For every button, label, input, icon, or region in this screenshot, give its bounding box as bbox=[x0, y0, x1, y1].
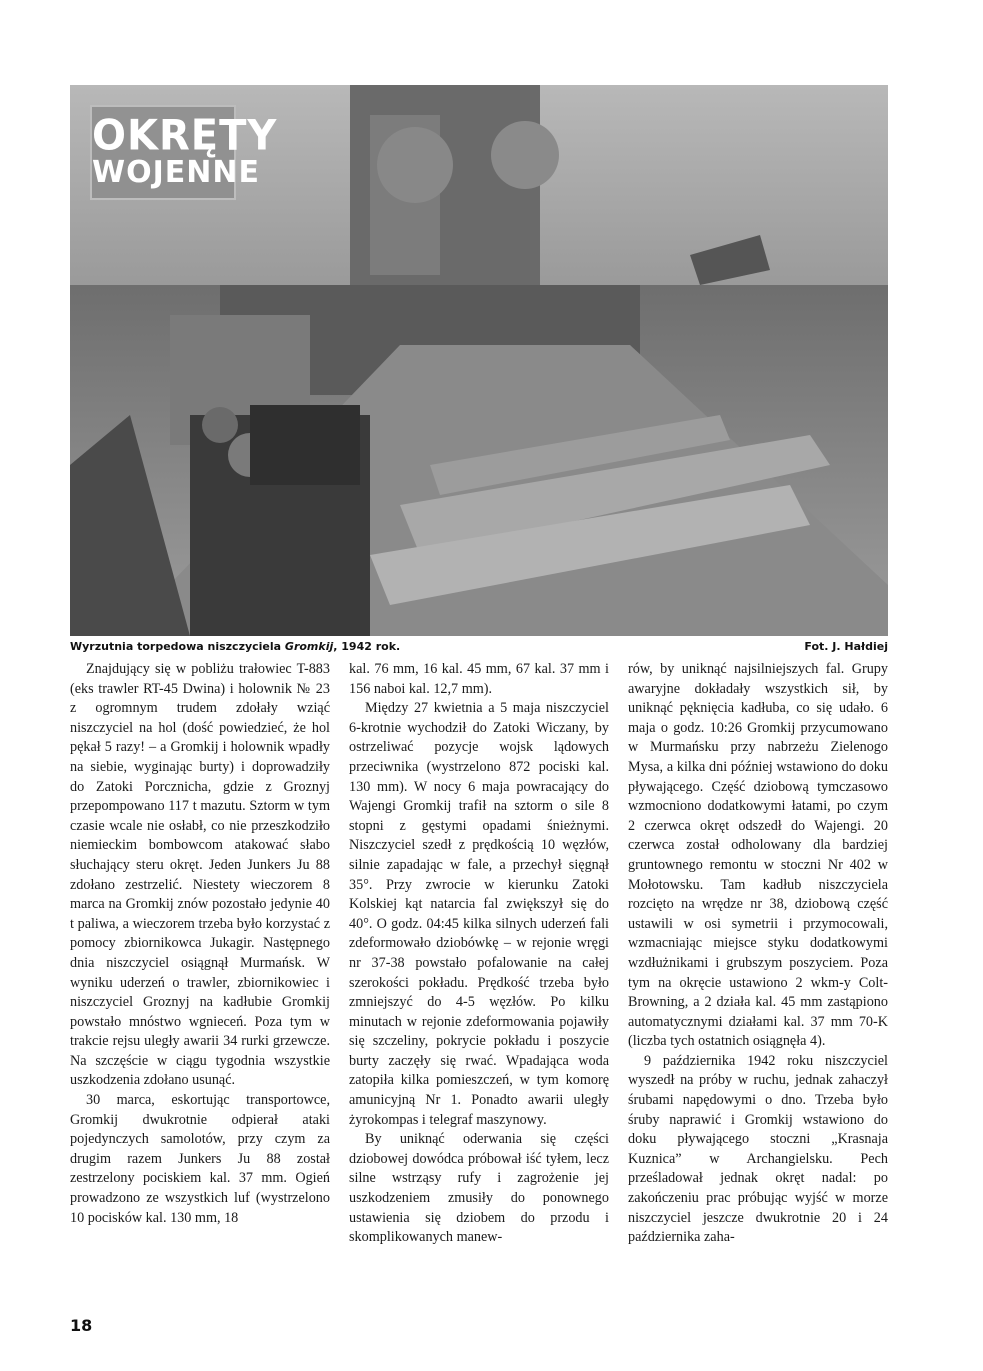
text-column-1 bbox=[70, 660, 330, 1228]
logo-line1: OKRĘTY bbox=[92, 111, 278, 161]
text-column-3 bbox=[628, 660, 888, 1248]
paragraph: 30 marca, eskortując transportowce, Gromkij dwukrotnie odpierał ataki pojedynczych samolotów, przy czym za drugim razem Junkers Ju 88 został zestrzelony pociskiem kal. 37 mm. Ogień prowadzono ze wszystkich luf (wystrzelono 10 pocisków kal. 130 mm, 18 bbox=[70, 1092, 330, 1226]
magazine-logo bbox=[90, 105, 278, 200]
caption-ship-name: Gromkij bbox=[284, 640, 334, 653]
paragraph: Znajdujący się w pobliżu trałowiec T-883 (eks trawler RT-45 Dwina) i holownik № 23 z ogromnym trudem zdołały wziąć niszczyciel na hol (dość powiedzieć, że hol pękał 5 razy! – a Gromkij i holownik wpadły na siebie, wyginając burty) i doprowadziły do Zatoki Porcznicha, gdzie z Groznyj przepompowano 117 t mazutu. Sztorm w tym czasie wcale nie osłabł, co nie przeszkodziło niemieckim bombowcom atakować słabo słuchający steru okręt. Jeden Junkers Ju 88 zdołano zestrzelić. Niestety wieczorem 8 marca na Gromkij znów pozostało jedynie 40 t paliwa, a wieczorem trzeba było korzystać z pomocy zbiornikowca Jukagir. Następnego dnia niszczyciel osiągnął Murmańsk. W wyniku uderzeń o trawler, zbiornikowiec i niszczyciel Groznyj na kadłubie Gromkij powstało mnóstwo wgnieceń. Poza tym w trakcie rejsu uległy awarii 34 rurki grzewcze. Na szczęście w ciągu tygodnia wszystkie uszkodzenia zdołano usunąć. bbox=[70, 661, 330, 1089]
paragraph: kal. 76 mm, 16 kal. 45 mm, 67 kal. 37 mm i 156 naboi kal. 12,7 mm). bbox=[349, 661, 609, 697]
photo-credit: Fot. J. Hałdiej bbox=[804, 640, 888, 653]
caption-part1: Wyrzutnia torpedowa niszczyciela bbox=[70, 640, 285, 653]
paragraph: 9 października 1942 roku niszczyciel wyszedł na próby w ruchu, jednak zahaczył śrubami napędowymi o dno. Trzeba było śruby naprawić i Gromkij wstawiono do doku pływającego stoczni „Krasnaja Kuznica” w Archangielsku. Pech prześladował jednak okręt nadal: po zakończeniu prac próbując wyjść w morze niszczyciel jeszcze dwukrotnie 20 i 24 października zaha- bbox=[628, 1052, 888, 1246]
paragraph: Między 27 kwietnia a 5 maja niszczyciel 6-krotnie wychodził do Zatoki Wiczany, by ostrzeliwać pozycje wojsk lądowych przeciwnika (wystrzelono 872 pociski kal. 130 mm). W nocy 6 maja powracający do Wajengi Gromkij trafił na sztorm o sile 8 stopni z gęstymi opadami śnieżnymi. Niszczyciel szedł z prędkością 10 węzłów, silnie zapadając w fale, a przechył sięgnął 35°. Przy zwrocie w kierunku Zatoki Kolskiej kąt natarcia fal zwiększył się do 40°. O godz. 04:45 kilka silnych uderzeń fali zdeformowało dziobówkę – w rejonie wręgi nr 37-38 powstało pofalowanie na całej szerokości pokładu. Prędkość trzeba było zmniejszyć do 4-5 węzłów. Po kilku minutach w rejonie zdeformowania pojawiły się szczeliny, pokrycie pokładu i poszycie burty zaczęły się rwać. Wpadająca woda zatopiła kilka pomieszczeń, w tym komorę amunicyjną Nr 1. Ponadto awarii uległy żyrokompas i telegraf maszynowy. bbox=[349, 700, 609, 1128]
logo-line2: WOJENNE bbox=[92, 155, 260, 190]
caption-text bbox=[70, 640, 400, 653]
page-number: 18 bbox=[70, 1316, 93, 1335]
photo-caption bbox=[70, 640, 888, 658]
text-column-2 bbox=[349, 660, 609, 1248]
paragraph: By uniknąć oderwania się części dziobowej dowódca próbował iść tyłem, lecz silne wstrząsy rufy i zagrożenie jej uszkodzeniem zmusiły do ponownego ustawienia się dziobem do przodu i skomplikowanych manew- bbox=[349, 1131, 609, 1246]
caption-part2: , 1942 rok. bbox=[333, 640, 401, 653]
paragraph: rów, by uniknąć najsilniejszych fal. Grupy awaryjne dokładały wszystkich sił, by uniknąć pęknięcia kadłuba, co się udało. 6 maja o godz. 10:26 Gromkij przycumowano w Murmańsku przy nabrzeżu Zielenogo Mysa, a kilka dni później wstawiono do doku pływającego. Część dziobową tymczasowo wzmocniono dodatkowymi łatami, po czym 2 czerwca okręt odszedł do Wajengi. 20 czerwca został odholowany dla bardziej gruntownego remontu w stoczni Nr 402 w Mołotowsku. Tam kadłub niszczyciela rozcięto na wrędze nr 38, dziobową część ustawili w osi symetrii i przymocowali, wzmacniając miejsce styku dodatkowymi wzdłużnikami i grubszym poszyciem. Poza tym na okręcie ustawiono 2 wkm-y Colt-Browning, a 2 działa kal. 45 mm zastąpiono automatycznymi działami kal. 37 mm 70-K (liczba tych ostatnich osiągnęła 4). bbox=[628, 661, 888, 1050]
